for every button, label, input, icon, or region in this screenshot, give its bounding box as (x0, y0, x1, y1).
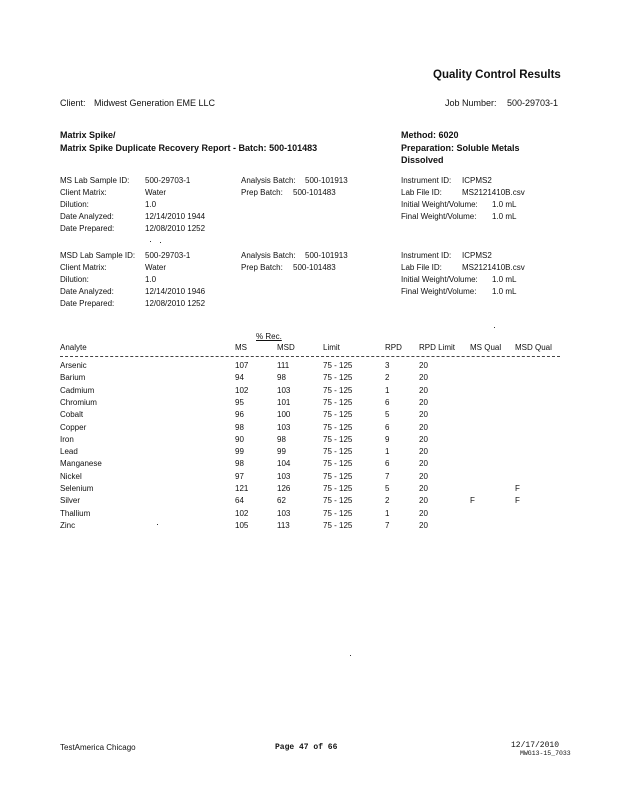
footer-date: 12/17/2010 (511, 741, 560, 750)
col-analyte: Analyte (60, 343, 87, 352)
cell-rpd: 2 (385, 373, 390, 382)
cell-limit: 75 - 125 (323, 496, 353, 505)
cell-ms: 95 (235, 398, 244, 407)
cell-analyte: Nickel (60, 472, 82, 481)
cell-rpd: 5 (385, 484, 390, 493)
report-title: Quality Control Results (433, 69, 561, 81)
cell-rpd-limit: 20 (419, 361, 428, 370)
ms-final-volume-label: Final Weight/Volume: (401, 212, 477, 221)
col-rpd-limit: RPD Limit (419, 343, 456, 352)
job-number: 500-29703-1 (507, 98, 559, 108)
cell-rpd-limit: 20 (419, 472, 428, 481)
cell-ms: 107 (235, 361, 249, 370)
cell-rpd-limit: 20 (419, 398, 428, 407)
col-limit: Limit (323, 343, 340, 352)
ms-date-analyzed: 12/14/2010 1944 (145, 212, 206, 221)
cell-analyte: Copper (60, 423, 87, 432)
section-title-text: Matrix Spike Duplicate Recovery Report - Batch: (60, 143, 267, 153)
cell-ms: 105 (235, 521, 249, 530)
footer-lab-name: TestAmerica Chicago (60, 743, 136, 752)
msd-lab-file: MS2121410B.csv (462, 263, 525, 272)
cell-limit: 75 - 125 (323, 435, 353, 444)
section-title-line-2 (60, 143, 317, 153)
cell-analyte: Manganese (60, 459, 102, 468)
preparation-label: Preparation: (401, 143, 455, 153)
msd-date-analyzed-label: Date Analyzed: (60, 287, 114, 296)
msd-dilution: 1.0 (145, 275, 157, 284)
msd-initial-volume: 1.0 mL (492, 275, 517, 284)
cell-ms: 102 (235, 509, 249, 518)
cell-rpd: 6 (385, 423, 390, 432)
msd-date-prepared-label: Date Prepared: (60, 299, 115, 308)
msd-prep-batch-label: Prep Batch: (241, 263, 283, 272)
cell-ms: 98 (235, 423, 244, 432)
section-title-line-1: Matrix Spike/ (60, 130, 116, 140)
ms-analysis-batch-label: Analysis Batch: (241, 176, 296, 185)
ms-dilution-label: Dilution: (60, 200, 89, 209)
cell-analyte: Thallium (60, 509, 91, 518)
client-label: Client: (60, 98, 86, 108)
cell-limit: 75 - 125 (323, 484, 353, 493)
col-ms-qual: MS Qual (470, 343, 502, 352)
msd-instrument-label: Instrument ID: (401, 251, 452, 260)
cell-analyte: Barium (60, 373, 86, 382)
ms-instrument: ICPMS2 (462, 176, 492, 185)
cell-rpd-limit: 20 (419, 373, 428, 382)
cell-rpd: 6 (385, 459, 390, 468)
ms-sample-label: MS Lab Sample ID: (60, 176, 130, 185)
cell-limit: 75 - 125 (323, 423, 353, 432)
cell-msd: 103 (277, 423, 291, 432)
cell-analyte: Zinc (60, 521, 76, 530)
ms-prep-batch: 500-101483 (293, 188, 336, 197)
cell-analyte: Lead (60, 447, 78, 456)
msd-lab-file-label: Lab File ID: (401, 263, 442, 272)
cell-msd: 100 (277, 410, 291, 419)
cell-msd: 99 (277, 447, 286, 456)
cell-msd: 101 (277, 398, 291, 407)
cell-limit: 75 - 125 (323, 459, 353, 468)
ms-analysis-batch: 500-101913 (305, 176, 348, 185)
cell-msd-qual: F (515, 484, 520, 493)
msd-matrix-label: Client Matrix: (60, 263, 107, 272)
cell-rpd: 1 (385, 447, 390, 456)
cell-analyte: Iron (60, 435, 74, 444)
msd-initial-volume-label: Initial Weight/Volume: (401, 275, 478, 284)
ms-matrix-label: Client Matrix: (60, 188, 107, 197)
msd-final-volume: 1.0 mL (492, 287, 517, 296)
cell-msd: 103 (277, 386, 291, 395)
ms-dilution: 1.0 (145, 200, 157, 209)
cell-limit: 75 - 125 (323, 509, 353, 518)
col-msd: MSD (277, 343, 295, 352)
cell-ms: 98 (235, 459, 244, 468)
ms-date-prepared: 12/08/2010 1252 (145, 224, 206, 233)
ms-lab-file-label: Lab File ID: (401, 188, 442, 197)
msd-analysis-batch: 500-101913 (305, 251, 348, 260)
batch-number: 500-101483 (269, 143, 318, 153)
cell-limit: 75 - 125 (323, 472, 353, 481)
msd-instrument: ICPMS2 (462, 251, 492, 260)
ms-final-volume: 1.0 mL (492, 212, 517, 221)
footer-page-number: Page 47 of 66 (275, 743, 338, 752)
ms-initial-volume: 1.0 mL (492, 200, 517, 209)
preparation-line-2: Dissolved (401, 155, 444, 165)
cell-rpd-limit: 20 (419, 447, 428, 456)
percent-recovery-header: % Rec. (256, 332, 282, 341)
cell-rpd: 9 (385, 435, 390, 444)
table-header-rule (60, 356, 560, 357)
cell-rpd-limit: 20 (419, 509, 428, 518)
ms-sample-id: 500-29703-1 (145, 176, 191, 185)
cell-rpd: 1 (385, 386, 390, 395)
msd-dilution-label: Dilution: (60, 275, 89, 284)
cell-ms: 121 (235, 484, 249, 493)
cell-analyte: Silver (60, 496, 81, 505)
ms-lab-file: MS2121410B.csv (462, 188, 525, 197)
ms-date-analyzed-label: Date Analyzed: (60, 212, 114, 221)
cell-limit: 75 - 125 (323, 361, 353, 370)
msd-final-volume-label: Final Weight/Volume: (401, 287, 477, 296)
method-line (401, 130, 459, 140)
cell-msd: 104 (277, 459, 291, 468)
cell-limit: 75 - 125 (323, 447, 353, 456)
cell-rpd: 1 (385, 509, 390, 518)
msd-sample-label: MSD Lab Sample ID: (60, 251, 136, 260)
cell-analyte: Cobalt (60, 410, 84, 419)
cell-msd: 103 (277, 509, 291, 518)
cell-limit: 75 - 125 (323, 398, 353, 407)
cell-ms: 96 (235, 410, 244, 419)
cell-rpd-limit: 20 (419, 459, 428, 468)
client-name: Midwest Generation EME LLC (94, 98, 216, 108)
cell-rpd-limit: 20 (419, 435, 428, 444)
ms-instrument-label: Instrument ID: (401, 176, 452, 185)
msd-sample-id: 500-29703-1 (145, 251, 191, 260)
msd-date-prepared: 12/08/2010 1252 (145, 299, 206, 308)
cell-rpd: 6 (385, 398, 390, 407)
footer-stamp: MWG13-15_7033 (520, 750, 571, 757)
cell-ms: 102 (235, 386, 249, 395)
cell-msd: 126 (277, 484, 291, 493)
msd-date-analyzed: 12/14/2010 1946 (145, 287, 206, 296)
col-ms: MS (235, 343, 247, 352)
job-number-label: Job Number: (445, 98, 497, 108)
cell-analyte: Chromium (60, 398, 97, 407)
cell-ms: 99 (235, 447, 244, 456)
msd-prep-batch: 500-101483 (293, 263, 336, 272)
preparation-value: Soluble Metals (456, 143, 520, 153)
cell-ms: 97 (235, 472, 244, 481)
cell-msd-qual: F (515, 496, 520, 505)
ms-prep-batch-label: Prep Batch: (241, 188, 283, 197)
cell-msd: 98 (277, 435, 286, 444)
cell-rpd: 3 (385, 361, 390, 370)
col-rpd: RPD (385, 343, 402, 352)
cell-rpd-limit: 20 (419, 423, 428, 432)
cell-analyte: Selenium (60, 484, 94, 493)
cell-msd: 103 (277, 472, 291, 481)
cell-msd: 113 (277, 521, 290, 530)
cell-analyte: Arsenic (60, 361, 87, 370)
ms-date-prepared-label: Date Prepared: (60, 224, 115, 233)
cell-rpd: 5 (385, 410, 390, 419)
cell-ms: 94 (235, 373, 244, 382)
cell-limit: 75 - 125 (323, 521, 353, 530)
preparation-line (401, 143, 520, 153)
cell-msd: 111 (277, 361, 290, 370)
ms-matrix: Water (145, 188, 167, 197)
method-value: 6020 (438, 130, 459, 140)
ms-initial-volume-label: Initial Weight/Volume: (401, 200, 478, 209)
cell-rpd: 7 (385, 521, 390, 530)
cell-rpd-limit: 20 (419, 410, 428, 419)
cell-rpd-limit: 20 (419, 496, 428, 505)
msd-matrix: Water (145, 263, 167, 272)
cell-limit: 75 - 125 (323, 410, 353, 419)
cell-limit: 75 - 125 (323, 373, 353, 382)
cell-analyte: Cadmium (60, 386, 95, 395)
cell-ms: 64 (235, 496, 244, 505)
method-label: Method: (401, 130, 436, 140)
cell-rpd-limit: 20 (419, 484, 428, 493)
cell-rpd-limit: 20 (419, 386, 428, 395)
cell-msd: 98 (277, 373, 286, 382)
cell-ms-qual: F (470, 496, 475, 505)
cell-ms: 90 (235, 435, 244, 444)
cell-rpd: 2 (385, 496, 390, 505)
col-msd-qual: MSD Qual (515, 343, 552, 352)
cell-limit: 75 - 125 (323, 386, 353, 395)
cell-msd: 62 (277, 496, 286, 505)
cell-rpd: 7 (385, 472, 390, 481)
msd-analysis-batch-label: Analysis Batch: (241, 251, 296, 260)
cell-rpd-limit: 20 (419, 521, 428, 530)
